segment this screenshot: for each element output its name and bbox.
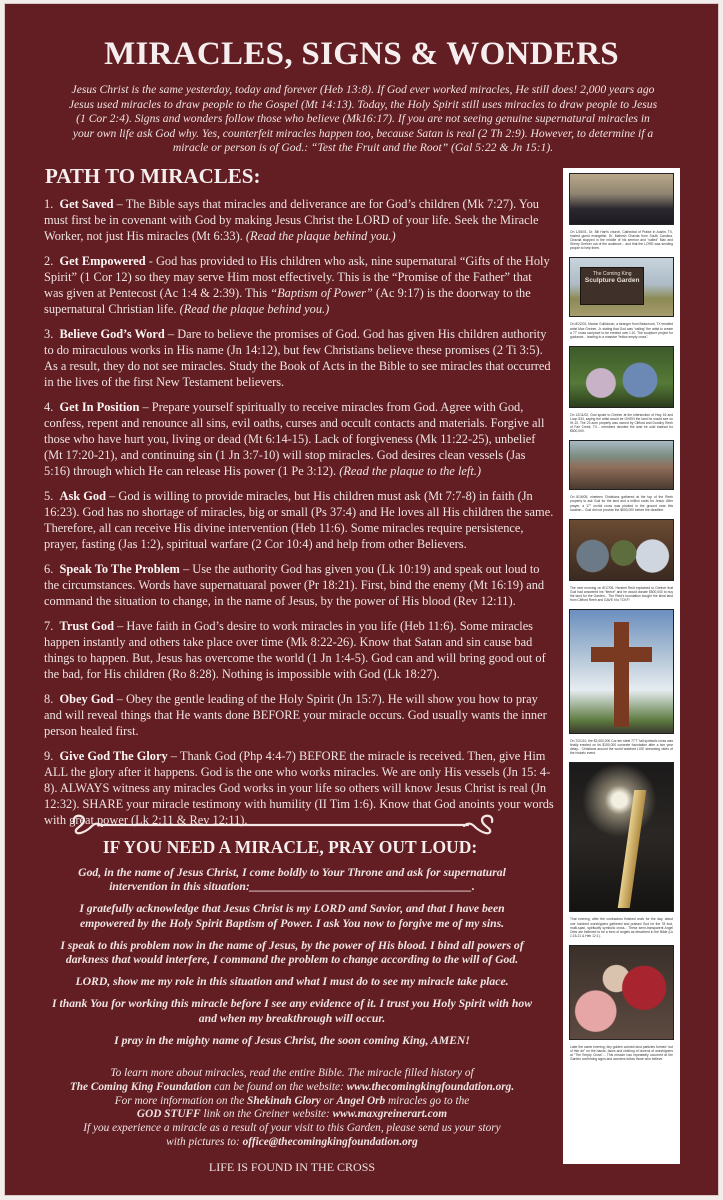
page-title: MIRACLES, SIGNS & WONDERS	[104, 36, 619, 72]
footer-line: To learn more about miracles, read the entire Bible. The miracle filled history of	[110, 1067, 474, 1079]
step-note: (Read the plaque behind you.)	[245, 229, 396, 244]
angel-orb-label: Angel Orb	[336, 1094, 386, 1107]
step-item	[44, 488, 554, 552]
photo-caption: That evening, after the contractors finished work for the day, about one hundred worshippers gathered and praised God for the 78 foot, multi-span, spiritually symbolic cross... These semi-transparent Angel Orbs are believed to be a form of angels as described in the Bible (Lk 1:15-21 & Heb 12:1).	[570, 917, 673, 938]
step-separator: –	[164, 326, 178, 341]
prayer-line: I thank You for working this miracle before I see any evidence of it. I trust you Holy Spirit with how and when my breakthrough will occur.	[52, 997, 532, 1025]
prayer-line: I gratefully acknowledge that Jesus Christ is my LORD and Savior, and that I have been empowered by the Holy Spirit Baptism of Power. I ask You now to forgive me of my sins.	[79, 902, 505, 930]
step-text: Dare to believe the promises of God. God has given His children authority to do miraculous works in His name (Jn 14:12), but few Christians believe these promises (2 Ti 3:5). As a result, they do not see miracles. Study the Book of Acts in the Bible to see miracles that occurred in the lives of the first New Testament believers.	[44, 326, 551, 390]
photo-couple	[569, 346, 674, 408]
step-text: Thank God (Php 4:4-7) BEFORE the miracle is received. Then, give Him ALL the glory after it happens. God is the one who works miracles. We are only His vessels (Jn 15: 4-8). ALWAYS witness any miracles God works in your life so others will know Jesus Christ is real (Jn 12:32). SHARE your miracle testimony with humility (II Tim 1:6). Know that God anoints your words with great power (Lk 2:11 & Rev 12:11).	[44, 748, 554, 827]
step-title: Trust God	[59, 618, 115, 633]
photo-caption: On 1/26/01, Dr. Bill Hart's church, Cathedral of Praise in Austin, TX, hosted guest evangelist, Dr. Mahesh Chavda from South Carolina. Chavda stopped in the middle of his sermon and “called” Max and Sherry Greiner out of the audience... and that the LORD was sending people to help them.	[570, 230, 673, 251]
step-title: Believe God’s Word	[59, 326, 165, 341]
step-text: God is willing to provide miracles, but His children must ask (Mt 7:7-8) in faith (Jn 16:23). God has no shortage of miracles, big or small (Ps 37:4) and He loves all His children the same. Therefore, all can receive His divine intervention (Heb 11:6). Some miracles require persistence, prayer, fasting (Jas 1:2), spiritual warfare (2 Cor 10:4) and help from other Believers.	[44, 488, 554, 552]
prayer-line: I speak to this problem now in the name of Jesus, by the power of His blood. I bind all powers of darkness that would interfere, I command the problem to change according to the will of God.	[60, 938, 524, 967]
step-separator: -	[145, 253, 156, 268]
greiner-website-link[interactable]: www.maxgreinerart.com	[332, 1108, 448, 1121]
step-item	[44, 253, 554, 317]
sign-title: The Coming King	[592, 270, 632, 277]
shekinah-glory-label: Shekinah Glory	[247, 1094, 321, 1107]
prayer-heading: IF YOU NEED A MIRACLE, PRAY OUT LOUD:	[102, 837, 478, 857]
step-separator: –	[179, 561, 193, 576]
step-item	[44, 326, 554, 390]
sign-subtitle: Sculpture Garden	[584, 276, 640, 284]
footer-text: link on the Greiner website:	[200, 1108, 333, 1121]
step-title: Give God The Glory	[59, 748, 168, 763]
step-separator: –	[113, 691, 126, 706]
path-heading: PATH TO MIRACLES:	[45, 164, 261, 188]
photo-caption: On 7/21/10, the $2,000,000 Cor-ten steel 77'7" tall symbolic cross was finally erected on its $150,000 concrete foundation after a two year delay... Christians around the world watched LIVE streaming video of the historic event.	[570, 739, 673, 756]
cross-beam-lit	[617, 790, 646, 908]
footer-text: miracles go to the	[385, 1094, 470, 1107]
ornament-divider	[68, 812, 498, 836]
tagline: LIFE IS FOUND IN THE CROSS	[208, 1160, 376, 1174]
step-item	[44, 196, 554, 244]
footer-line: If you experience a miracle as a result of your visit to this Garden, please send us your story	[83, 1122, 501, 1135]
step-text: (Ac 9:17) is the doorway to the supernatural Christian life.	[44, 286, 531, 317]
footer-text: or	[320, 1094, 337, 1107]
step-separator: –	[167, 748, 180, 763]
contact-email-link[interactable]: office@thecomingkingfoundation.org	[242, 1135, 418, 1148]
steps-list	[44, 196, 554, 837]
photo-three-men	[569, 519, 674, 581]
step-number: 6.	[44, 561, 54, 576]
footer-line	[52, 1081, 532, 1095]
step-text: The Bible says that miracles and deliverance are for God’s children (Mk 7:27). You must first be in covenant with God by making Jesus Christ the LORD of your life. Seek the Miracle Worker, not just His miracles (Mt 6:33).	[44, 197, 539, 244]
step-number: 2.	[44, 253, 54, 268]
step-title: Get In Position	[59, 399, 140, 414]
step-number: 3.	[44, 326, 54, 341]
step-number: 7.	[44, 618, 54, 633]
step-separator: –	[114, 618, 127, 633]
step-item	[44, 691, 554, 739]
step-note: (Read the plaque behind you.)	[179, 302, 330, 317]
footer-line	[52, 1136, 532, 1150]
footer-info	[52, 1067, 532, 1150]
god-stuff-label: GOD STUFF	[136, 1108, 201, 1121]
step-title: Obey God	[59, 691, 114, 706]
intro-paragraph: Jesus Christ is the same yesterday, today and forever (Heb 13:8). If God ever worked miracles, He still does! 2,000 years ago Jesus used miracles to draw people to the Gospel (Mt 14:13). Today, the Holy Spirit still uses miracles to draw people to Jesus (1 Cor 2:4). Signs and wonders follow those who believe (Mk16:17). If you are not seeing genuine supernatural miracles in your own life ask God why. Yes, counterfeit miracles happen too, because Satan is real (2 Th 2:9). However, to determine if a miracle or person is of God.: “Test the Fruit and the Root” (Gal 5:22 & Jn 15:1).	[68, 83, 658, 155]
footer-line	[52, 1108, 532, 1122]
step-item	[44, 561, 554, 609]
step-title: Speak To The Problem	[59, 561, 180, 576]
foundation-website-link[interactable]: www.thecomingkingfoundation.org.	[346, 1080, 515, 1093]
photo-sidebar	[563, 168, 680, 1164]
step-number: 4.	[44, 399, 54, 414]
step-text: Have faith in God’s desire to work miracles in you life (Heb 11:6). Some miracles happen instantly and others take place over time (Mk 8:22-26). Know that Satan and sin cause bad things to happen. But, Jesus has overcome the world (1 Jn 1:4-5). God can and will bring good out of the bad, for His children (Ro 8:28). Nothing is impossible with God (Lk 18:27).	[44, 618, 546, 681]
photo-shekinah-glory	[569, 945, 674, 1040]
photo-caption: Later the same evening, tiny golden colored dust particles formed “out of thin air” on the hands, faces and clothing of dozens of worshippers at “The Empty Cross”... This miracle has repeatedly occurred at the Garden confirming signs and wonders follow those who believe.	[570, 1044, 673, 1062]
photo-church-group	[569, 173, 674, 225]
step-number: 5.	[44, 488, 54, 503]
photo-cross-erection	[569, 609, 674, 734]
footer-text: can be found on the website:	[211, 1080, 347, 1093]
step-separator: –	[113, 197, 126, 211]
prayer-line: LORD, show me my role in this situation and what I must do to see my miracle take place.	[75, 975, 509, 989]
step-number: 9.	[44, 748, 54, 763]
footer-line	[52, 1095, 532, 1109]
step-title: Get Saved	[59, 197, 114, 211]
step-separator: –	[105, 488, 119, 503]
step-text: Obey the gentle leading of the Holy Spirit (Jn 15:7). He will show you how to pray and will reveal things that He wants done BEFORE your miracle occurs. God usually wants the inner person healed first.	[44, 691, 547, 738]
step-item	[44, 399, 554, 479]
prayer-line: God, in the name of Jesus Christ, I come boldly to Your Throne and ask for supernatural intervention in this situation:______________________________________.	[78, 866, 506, 894]
garden-sign	[580, 267, 644, 305]
step-item	[44, 618, 554, 682]
cross-icon	[614, 622, 628, 727]
right-flourish-icon	[464, 816, 492, 833]
photo-garden-sign	[569, 257, 674, 317]
step-text: Prepare yourself spiritually to receive miracles from God. Agree with God, confess, repent and renounce all sins, evil oaths, curses and occult contacts and materials. Forgive all those who have hurt you, living or dead (Mt 6:14-15). Lack of forgiveness (Mk 11:22-25), unbelief (Mt 17:20-21), and continuing sin (1 Jn 3:7-10) will stop miracles. God desires clean vessels (Jas 5:16) through which He can release His power (1 Pe 3:12).	[44, 399, 545, 479]
photo-volunteers	[569, 440, 674, 490]
step-title: Get Empowered	[59, 253, 146, 268]
step-text: Use the authority God has given you (Lk 10:19) and speak out loud to the circumstances. Words have supernatuaral power (Pr 18:21). First, bind the enemy (Mt 16:19) and command the situation to change, in the name of Jesus, by the power of His blood (Rev 12:11).	[44, 561, 545, 609]
footer-text: with pictures to:	[166, 1135, 243, 1148]
prayer-line: I pray in the mighty name of Jesus Christ, the soon coming King, AMEN!	[114, 1033, 470, 1047]
step-note: (Read the plaque to the left.)	[339, 464, 481, 479]
step-number: 1.	[44, 197, 54, 211]
photo-caption: On 8/16/05, nineteen Christians gathered at the top of the Reeh property to ask God for the land and a million souls for Jesus. After prayer, a 17" orchid cross was planted in the ground near this location... God did not provide the $500,000 before the deadline.	[570, 495, 673, 512]
step-title: Ask God	[59, 488, 106, 503]
prayer-text	[52, 866, 532, 1056]
step-separator: –	[139, 399, 152, 414]
photo-angel-orbs	[569, 762, 674, 912]
step-text: God has provided to His children who ask, nine supernatural “Gifts of the Holy Spirit” (1 Cor 12) so they may serve Him most effectively. This is the “Promise of the Father” that was given at Pentecost (Ac 1:4 & 2:39). This	[44, 253, 550, 301]
footer-text: For more information on the	[114, 1094, 248, 1107]
cross-beam	[591, 647, 653, 662]
step-emphasis: “Baptism of Power”	[270, 286, 373, 301]
step-number: 8.	[44, 691, 54, 706]
photo-caption: On 12/11/02, God spoke to Greiner at the intersection of Hwy 16 and Loop 534, saying the artist would be GIVEN the land he would see on IH-10. The 23 acre property was owned by Clifford and Dorothy Reeh of Fair Creek, TX... members decided the land be sold instead for $500,000.	[570, 412, 673, 434]
photo-caption: The next morning on 8/17/05, Hershel Reid explained to Greiner that God had answered his “fleece” and he would donate $500,000 to buy the land for the Garden... The Reid's foundation bought the ideal land from Clifford Reeh and GAVE it to TCKF!	[570, 585, 673, 602]
photo-caption: On 8/22/02, Marion Gullickson, a stranger from Beaumont, TX emailed artist Max Greiner, Jr. stating that God was “calling” the artist to create a 77' cross sculpture to be erected over I-10. The sculpture project for guidance... leading to a massive “fellow empty cross”.	[570, 322, 673, 339]
foundation-name: The Coming King Foundation	[69, 1080, 212, 1093]
